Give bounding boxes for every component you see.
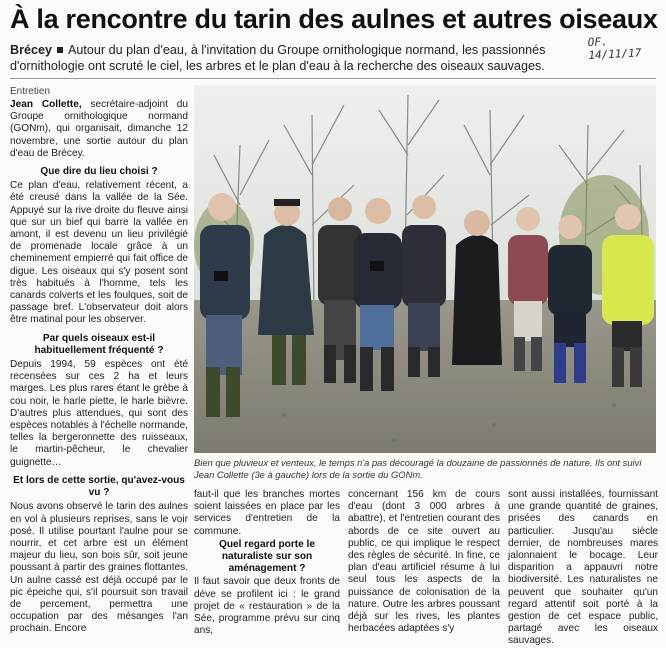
group-photo [194,85,656,453]
answer-1: Ce plan d'eau, relativement récent, a été creusé dans la vallée de la Sée. Appuyé sur la rive droite du fleuve ainsi que sur un bief qui barre la vallée en amont, il est devenu un lieu privilégié de promenade locale grâce à un cheminement empierré qui fait office de digue. Les oiseaux qui s'y posent sont très habitués à l'homme, tels les canards colverts et les foulques, soit de passage bref. L'observateur doit alors être matinal pour les observer. [10,180,188,326]
lead-paragraph [10,42,585,74]
article-column-3 [348,489,500,635]
article-column-4 [508,489,658,648]
photo-caption: Bien que pluvieux et venteux, le temps n'a pas découragé la douzaine de passionnés de nature. Ils ont suivi Jean Collette (3e à gauche) lors de la sortie du GONm. [194,457,642,480]
answer-3-part-2: faut-il que les branches mortes soient laissées en place par les services d'entretien de la commune. [194,489,340,537]
answer-4-part-1: Il faut savoir que deux fronts de déve se profilent ici : le grand projet de « restauration » de la Sée, programme prévu sur cinq ans, [194,576,340,637]
answer-2: Depuis 1994, 59 espèces ont été recensées sur ces 2 ha et leurs marges. Les plus rares étant le grèbe à cou noir, le harle piette, le harle bièvre. D'autres plus attendues, qui sont des espèces notables à l'échelle normande, telles la bergeronnette des ruisseaux, le martin-pêcheur, le chevalier guignette… [10,359,188,468]
question-4: Quel regard porte le naturaliste sur son aménagement ? [219,538,315,575]
headline: À la rencontre du tarin des aulnes et autres oiseaux [10,4,658,34]
author-name: Jean Collette, [10,99,82,110]
question-2: Par quels oiseaux est-il habituellement fréquenté ? [34,332,164,356]
question-3: Et lors de cette sortie, qu'avez-vous vu ? [13,474,185,499]
square-bullet-icon [57,47,63,53]
divider [10,78,656,79]
question-1: Que dire du lieu choisi ? [40,166,158,178]
handwritten-note: OF. 14/11/17 [587,35,642,63]
answer-4-part-2: concernant 156 km de cours d'eau (dont 3 000 arbres à abattre), et l'entretien courant des abords de ce site ouvert au public, ce qui implique le respect des règles de sécurité. In fine, ce plan d'eau artificiel résume à lui seul tous les aspects de la puissance de colonisation de la nature. Outre les arbres poussant déjà sur les rives, les plantes herbacées adaptées s'y [348,489,500,635]
answer-4-part-3: sont aussi installées, fournissant une grande quantité de graines, prisées des canards en particulier. Jusqu'au siècle dernier, de nombreuses mares jalonnaient le bocage. Leur disparition a appauvri notre biodiversité. Les naturalistes ne peuvent que souhaiter qu'un regard attentif soit porté à la gestion de cet espace public, partagé avec les oiseaux sauvages. [508,489,658,647]
lead-place: Brécey [10,43,53,57]
rubric-label: Entretien [10,86,51,97]
article-column-2 [194,489,340,637]
answer-3-part-1: Nous avons observé le tarin des aulnes en vol à plusieurs reprises, sans le voir posé. Il utilise pourtant l'aulne pour se nourrir, et cet arbre est un élément majeur du lieu, son bois sûr, soit jeune poussant à partir des graines flottantes. Un aulne cassé est déjà occupé par le pic épeiche qui, s'il poursuit son travail de percement, permettra une occupation par des mésanges l'an prochain. Encore [10,501,188,635]
lead-text: Autour du plan d'eau, à l'invitation du Groupe ornithologique normand, les passionnés d'ornithologie ont scruté le ciel, les arbres et le plan d'eau à la recherche des oiseaux sauvages. [10,43,546,73]
article-column-1 [10,99,188,636]
intro-text: secrétaire-adjoint du Groupe ornithologique normand (GONm), qui organisait, dimanche 12 novembre, une sortie autour du plan d'eau de Brécey. [10,99,188,159]
